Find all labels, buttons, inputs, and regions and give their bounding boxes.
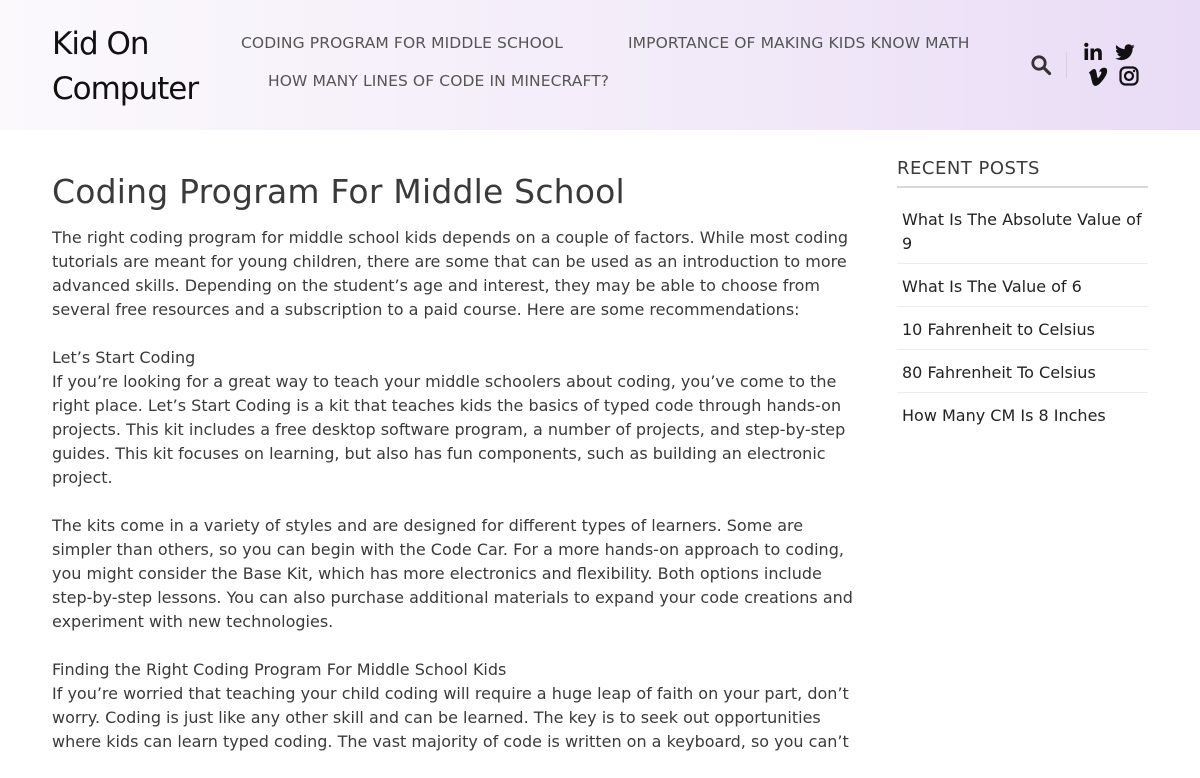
site-title-link[interactable] xyxy=(52,22,222,112)
article-intro: The right coding program for middle school kids depends on a couple of factors. While most coding tutorials are meant for young children, there are some that can be used as an introduction to more advanced skills. Depending on the student’s age and interest, they may be able to choose from several free resources and a subscription to a paid course. Here are some recommendations: xyxy=(52,228,849,319)
section-2-heading: Finding the Right Coding Program For Middle School Kids xyxy=(52,660,507,679)
recent-post-link[interactable]: 80 Fahrenheit To Celsius xyxy=(897,350,1148,393)
recent-posts-list xyxy=(897,206,1148,435)
nav-link-importance-math[interactable]: IMPORTANCE OF MAKING KIDS KNOW MATH xyxy=(628,34,970,52)
section-1-heading: Let’s Start Coding xyxy=(52,348,196,367)
nav-link-coding-program[interactable]: CODING PROGRAM FOR MIDDLE SCHOOL xyxy=(241,34,563,52)
article-content xyxy=(52,170,867,778)
linkedin-icon[interactable] xyxy=(1083,42,1103,62)
recent-post-link[interactable]: 10 Fahrenheit to Celsius xyxy=(897,307,1148,350)
site-title-line2: Computer xyxy=(52,71,199,107)
recent-posts-title: RECENT POSTS xyxy=(897,158,1148,188)
site-title-line1: Kid On xyxy=(52,26,149,62)
recent-post-link[interactable]: What Is The Value of 6 xyxy=(897,264,1148,307)
twitter-icon[interactable] xyxy=(1115,42,1135,62)
recent-post-link[interactable]: What Is The Absolute Value of 9 xyxy=(897,206,1148,264)
article-section-1 xyxy=(52,346,867,490)
recent-post-link[interactable]: How Many CM Is 8 Inches xyxy=(902,406,1106,425)
section-1-body: If you’re looking for a great way to teach your middle schoolers about coding, you’ve come to the right place. Let’s Start Coding is a kit that teaches kids the basics of typed code through hands-on projects. This kit includes a free desktop software program, a number of projects, and step-by-step guides. This kit focuses on learning, but also has fun components, such as building an electronic project. xyxy=(52,372,846,487)
nav-link-minecraft-code[interactable]: HOW MANY LINES OF CODE IN MINECRAFT? xyxy=(268,72,610,90)
instagram-icon[interactable] xyxy=(1119,66,1139,86)
article-paragraph-3: The kits come in a variety of styles and are designed for different types of learners. Some are simpler than others, so you can begin with the Code Car. For a more hands-on approach to coding, you might consider the Base Kit, which has more electronics and flexibility. Both options include step-by-step lessons. You can also purchase additional materials to expand your code creations and experiment with new technologies. xyxy=(52,516,853,631)
sidebar xyxy=(897,158,1148,435)
search-icon[interactable] xyxy=(1030,54,1052,76)
site-header xyxy=(0,0,1200,130)
header-divider xyxy=(1066,52,1067,78)
article-title: Coding Program For Middle School xyxy=(52,172,625,211)
section-2-body: If you’re worried that teaching your child coding will require a huge leap of faith on your part, don’t worry. Coding is just like any other skill and can be learned. The key is to seek out opportunities where kids can learn typed coding. The vast majority of code is written on a keyboard, so you can’t xyxy=(52,684,849,751)
vimeo-icon[interactable] xyxy=(1088,66,1108,86)
